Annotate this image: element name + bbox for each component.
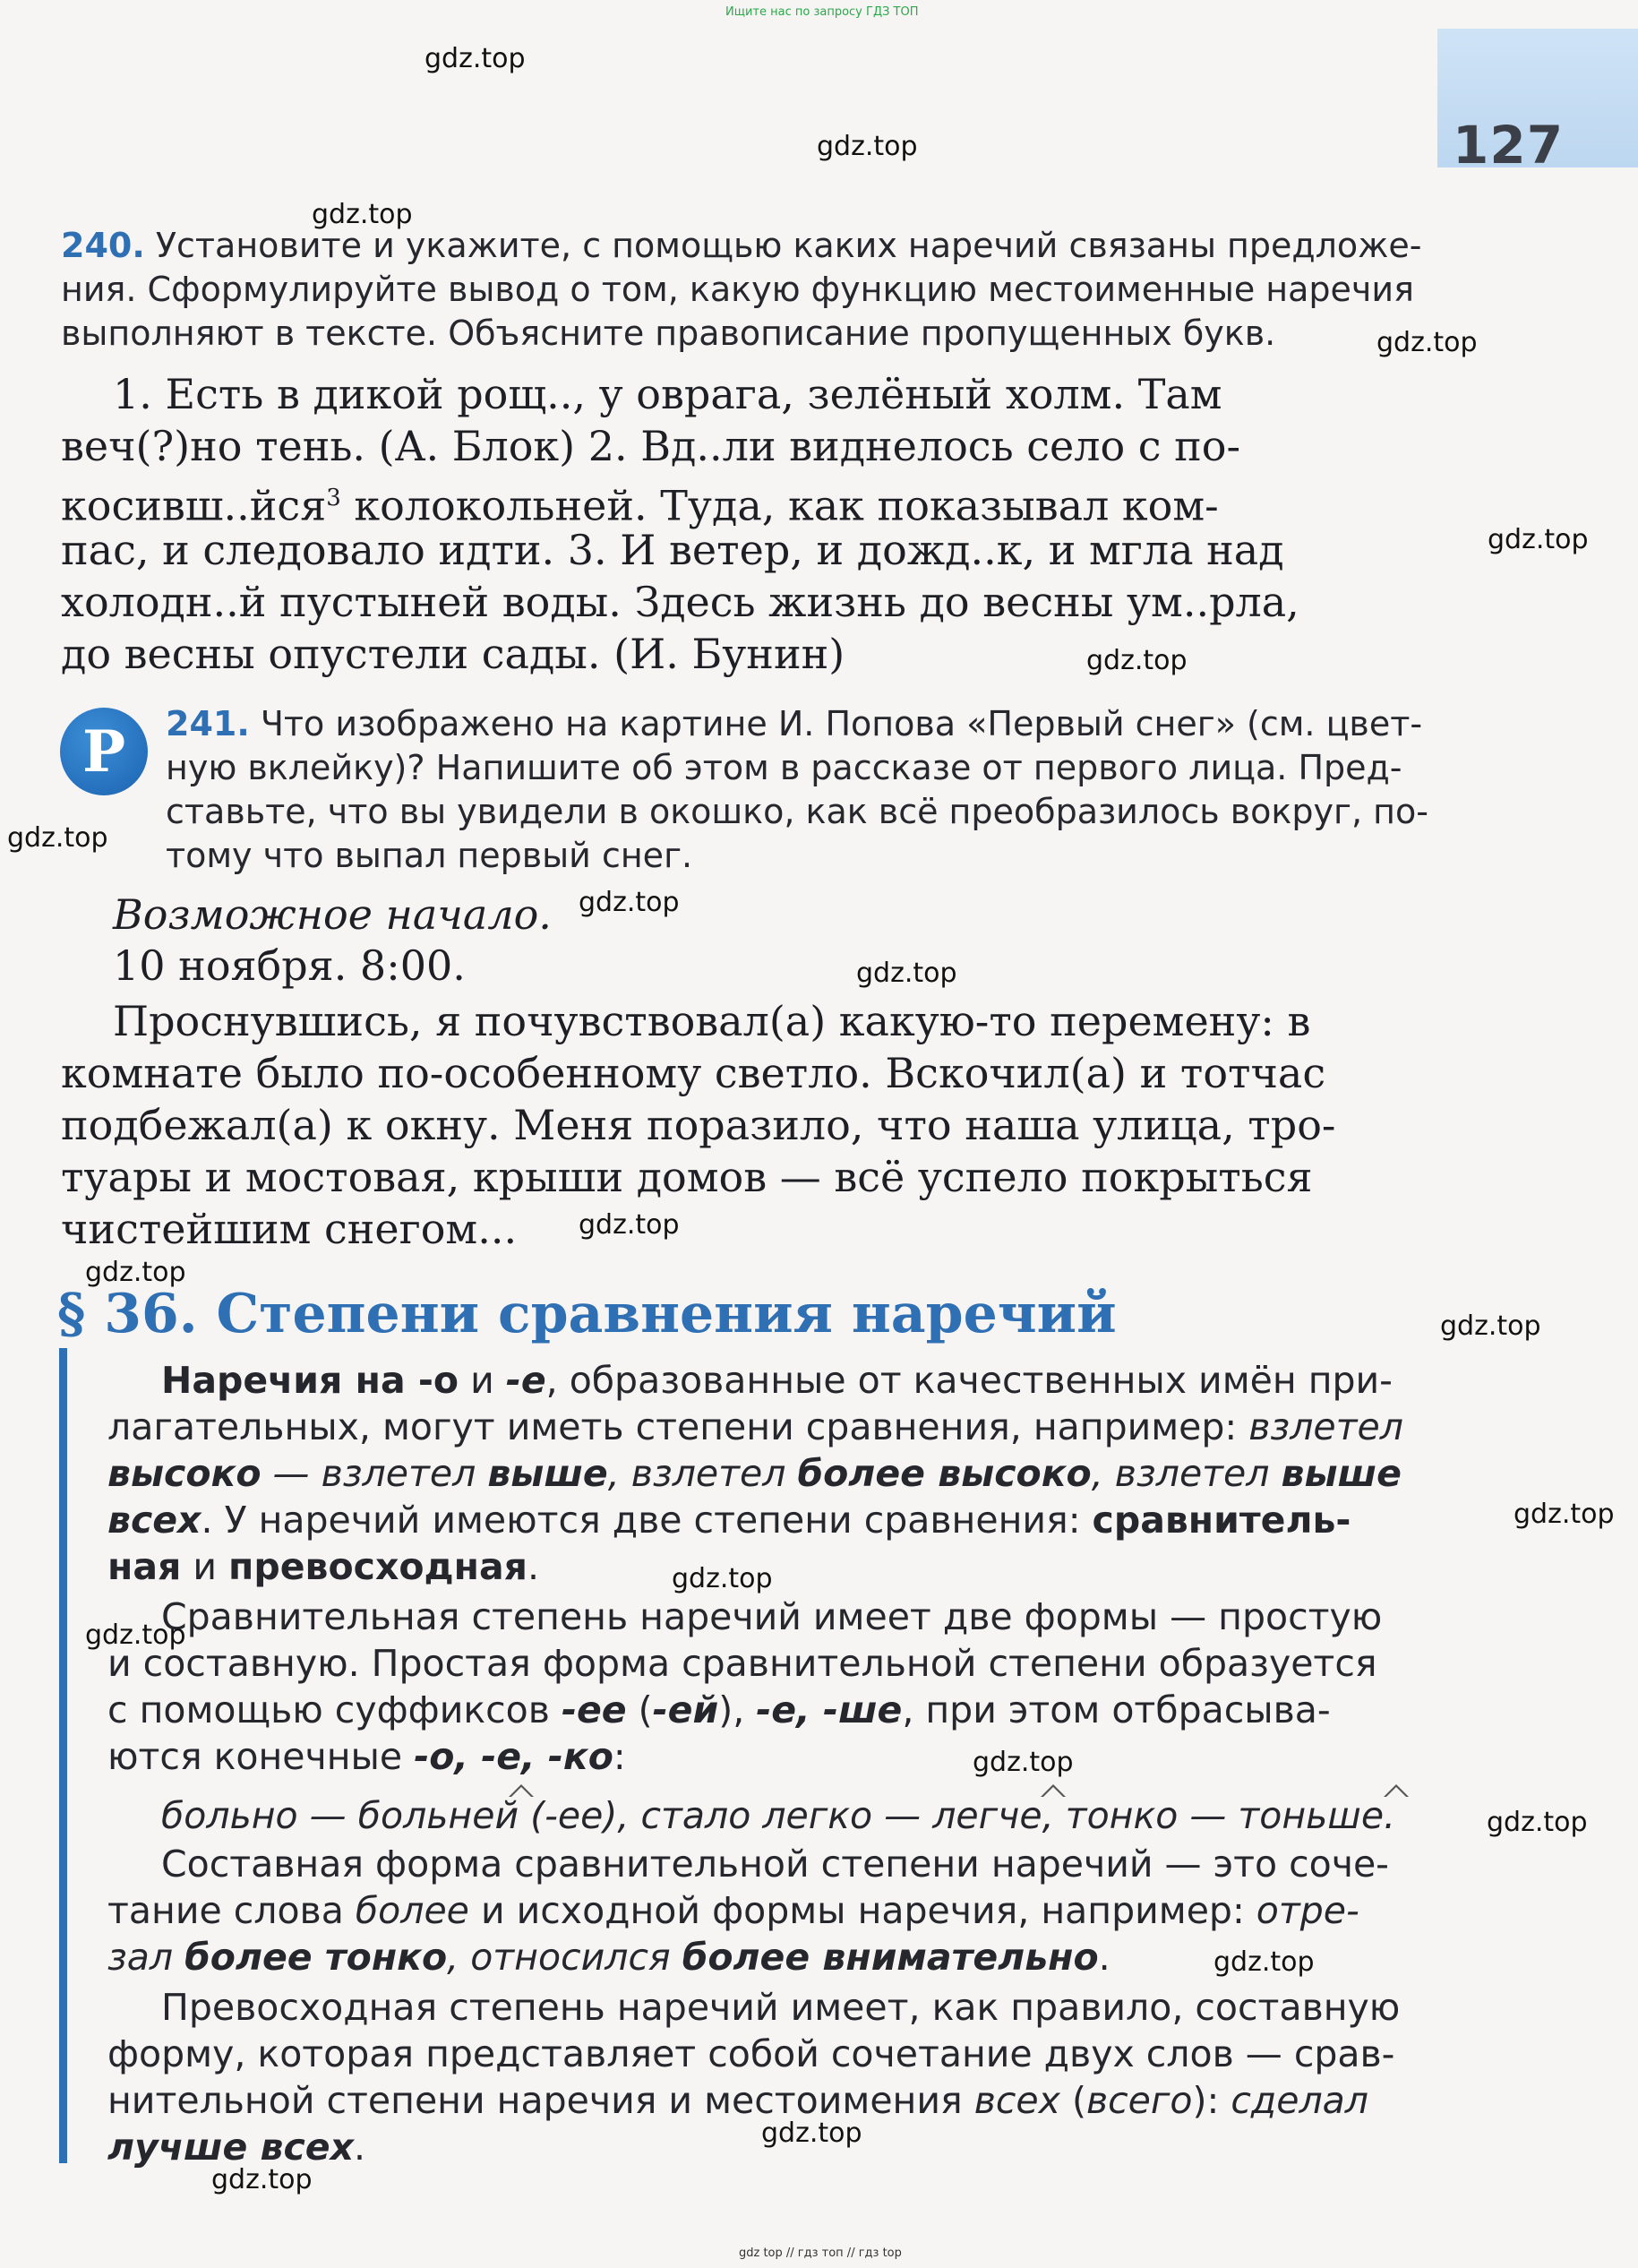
rule-p3-line-2: тание слова более и исходной формы наречия, например: отре- — [107, 1889, 1359, 1932]
rule-p3-line-1: Составная форма сравнительной степени наречий — это соче- — [161, 1843, 1389, 1886]
watermark: gdz.top — [1086, 645, 1188, 676]
rule-p1-line-1: Наречия на -о и -е, образованные от качественных имён при- — [161, 1359, 1393, 1402]
ex240-task-line-2: ния. Сформулируйте вывод о том, какую функцию местоименные наречия — [61, 270, 1414, 309]
section-title: § 36. Степени сравнения наречий — [57, 1283, 1117, 1345]
ex240-number: 240. — [61, 226, 145, 265]
watermark: gdz.top — [312, 199, 413, 230]
ex241-task-line-4: тому что выпал первый снег. — [166, 836, 693, 875]
watermark: gdz.top — [579, 887, 680, 918]
rule-p1-line-4: всех. У наречий имеются две степени сравнения: сравнитель- — [107, 1499, 1351, 1542]
rule-p1-line-5: ная и превосходная. — [107, 1545, 540, 1588]
watermark: gdz.top — [973, 1747, 1074, 1778]
ex240-text-line-6: до весны опустели сады. (И. Бунин) — [61, 630, 845, 678]
rule-p4-line-4: лучше всех. — [107, 2126, 366, 2169]
rule-side-bar — [59, 1348, 67, 2163]
ex241-task-line-1: 241. Что изображено на картине И. Попова «Первый снег» (см. цвет- — [166, 704, 1423, 743]
ex240-task-line-3: выполняют в тексте. Объясните правописание пропущенных букв. — [61, 314, 1276, 353]
ex241-text-line-1: Проснувшись, я почувствовал(а) какую-то перемену: в — [113, 997, 1311, 1045]
watermark: gdz.top — [1376, 327, 1478, 358]
ex240-text-line-4: пас, и следовало идти. 3. И ветер, и дожд..к, и мгла над — [61, 526, 1284, 574]
rule-p4-line-1: Превосходная степень наречий имеет, как правило, составную — [161, 1986, 1401, 2029]
watermark: gdz.top — [211, 2164, 313, 2195]
watermark: gdz.top — [579, 1209, 680, 1241]
watermark: gdz.top — [1514, 1499, 1615, 1530]
suffix-mark-3 — [1384, 1784, 1409, 1797]
rule-p4-line-2: форму, которая представляет собой сочетание двух слов — срав- — [107, 2032, 1395, 2075]
rule-p1-line-2: лагательных, могут иметь степени сравнения, например: взлетел — [107, 1405, 1403, 1448]
watermark: gdz.top — [85, 1619, 186, 1651]
ex241-number: 241. — [166, 704, 250, 743]
speech-development-badge: Р — [60, 708, 148, 795]
watermark: gdz.top — [856, 958, 957, 989]
ex241-text-line-3: подбежал(а) к окну. Меня поразило, что наша улица, тро- — [61, 1101, 1336, 1149]
rule-p2-line-1: Сравнительная степень наречий имеет две формы — простую — [161, 1595, 1383, 1638]
ex241-text-line-4: туары и мостовая, крыши домов — всё успело покрыться — [61, 1153, 1313, 1201]
watermark: gdz.top — [1213, 1946, 1315, 1978]
watermark: gdz.top — [672, 1563, 773, 1594]
watermark: gdz.top — [1440, 1310, 1541, 1342]
rule-p2-line-4: ются конечные -о, -е, -ко: — [107, 1735, 626, 1778]
rule-p1-line-3: высоко — взлетел выше, взлетел более высоко, взлетел выше — [107, 1452, 1402, 1495]
ex241-text-line-5: чистейшим снегом... — [61, 1205, 518, 1253]
suffix-mark-2 — [1041, 1784, 1066, 1797]
watermark: gdz.top — [817, 131, 918, 162]
watermark: gdz.top — [85, 1257, 186, 1288]
ex240-text-line-2: веч(?)но тень. (А. Блок) 2. Вд..ли виднелось село с по- — [61, 422, 1241, 470]
ex241-date: 10 ноября. 8:00. — [113, 941, 466, 990]
footnote-mark: 3 — [326, 485, 341, 511]
rule-p2-line-3: с помощью суффиксов -ее (-ей), -е, -ше, при этом отбрасыва- — [107, 1688, 1331, 1731]
watermark: gdz.top — [1488, 524, 1589, 555]
ex241-task-line-2: ную вклейку)? Напишите об этом в рассказе от первого лица. Пред- — [166, 748, 1402, 787]
watermark: gdz.top — [1487, 1807, 1588, 1838]
suffix-mark-1 — [509, 1784, 534, 1797]
rule-p2-line-2: и составную. Простая форма сравнительной степени образуется — [107, 1642, 1377, 1685]
ex241-possible-start: Возможное начало. — [113, 890, 552, 939]
ex241-task-line-3: ставьте, что вы увидели в окошко, как всё преобразилось вокруг, по- — [166, 792, 1428, 831]
rule-p4-line-3: нительной степени наречия и местоимения всех (всего): сделал — [107, 2079, 1369, 2122]
bottom-site-note: gdz top // гдз топ // гдз top — [739, 2247, 902, 2260]
ex240-text-line-5: холодн..й пустыней воды. Здесь жизнь до весны ум..рла, — [61, 578, 1299, 626]
ex241-text-line-2: комнате было по-особенному светло. Вскочил(а) и тотчас — [61, 1049, 1326, 1097]
ex240-text-line-1: 1. Есть в дикой рощ.., у оврага, зелёный холм. Там — [113, 370, 1222, 418]
watermark: gdz.top — [425, 43, 526, 74]
watermark: gdz.top — [761, 2118, 862, 2149]
rule-p2-examples: больно — больней (-ее), стало легко — легче, тонко — тоньше. — [161, 1794, 1396, 1837]
ex240-text-line-3: косивш..йся$^3$ колокольней. Туда, как показывал ком- — [61, 481, 1219, 530]
top-site-note: Ищите нас по запросу ГДЗ ТОП — [725, 5, 919, 19]
rule-p3-line-3: зал более тонко, относился более внимательно. — [107, 1936, 1111, 1979]
ex240-task-line-1: 240. Установите и укажите, с помощью каких наречий связаны предложе- — [61, 226, 1422, 265]
page-number: 127 — [1453, 115, 1565, 176]
watermark: gdz.top — [7, 822, 108, 854]
